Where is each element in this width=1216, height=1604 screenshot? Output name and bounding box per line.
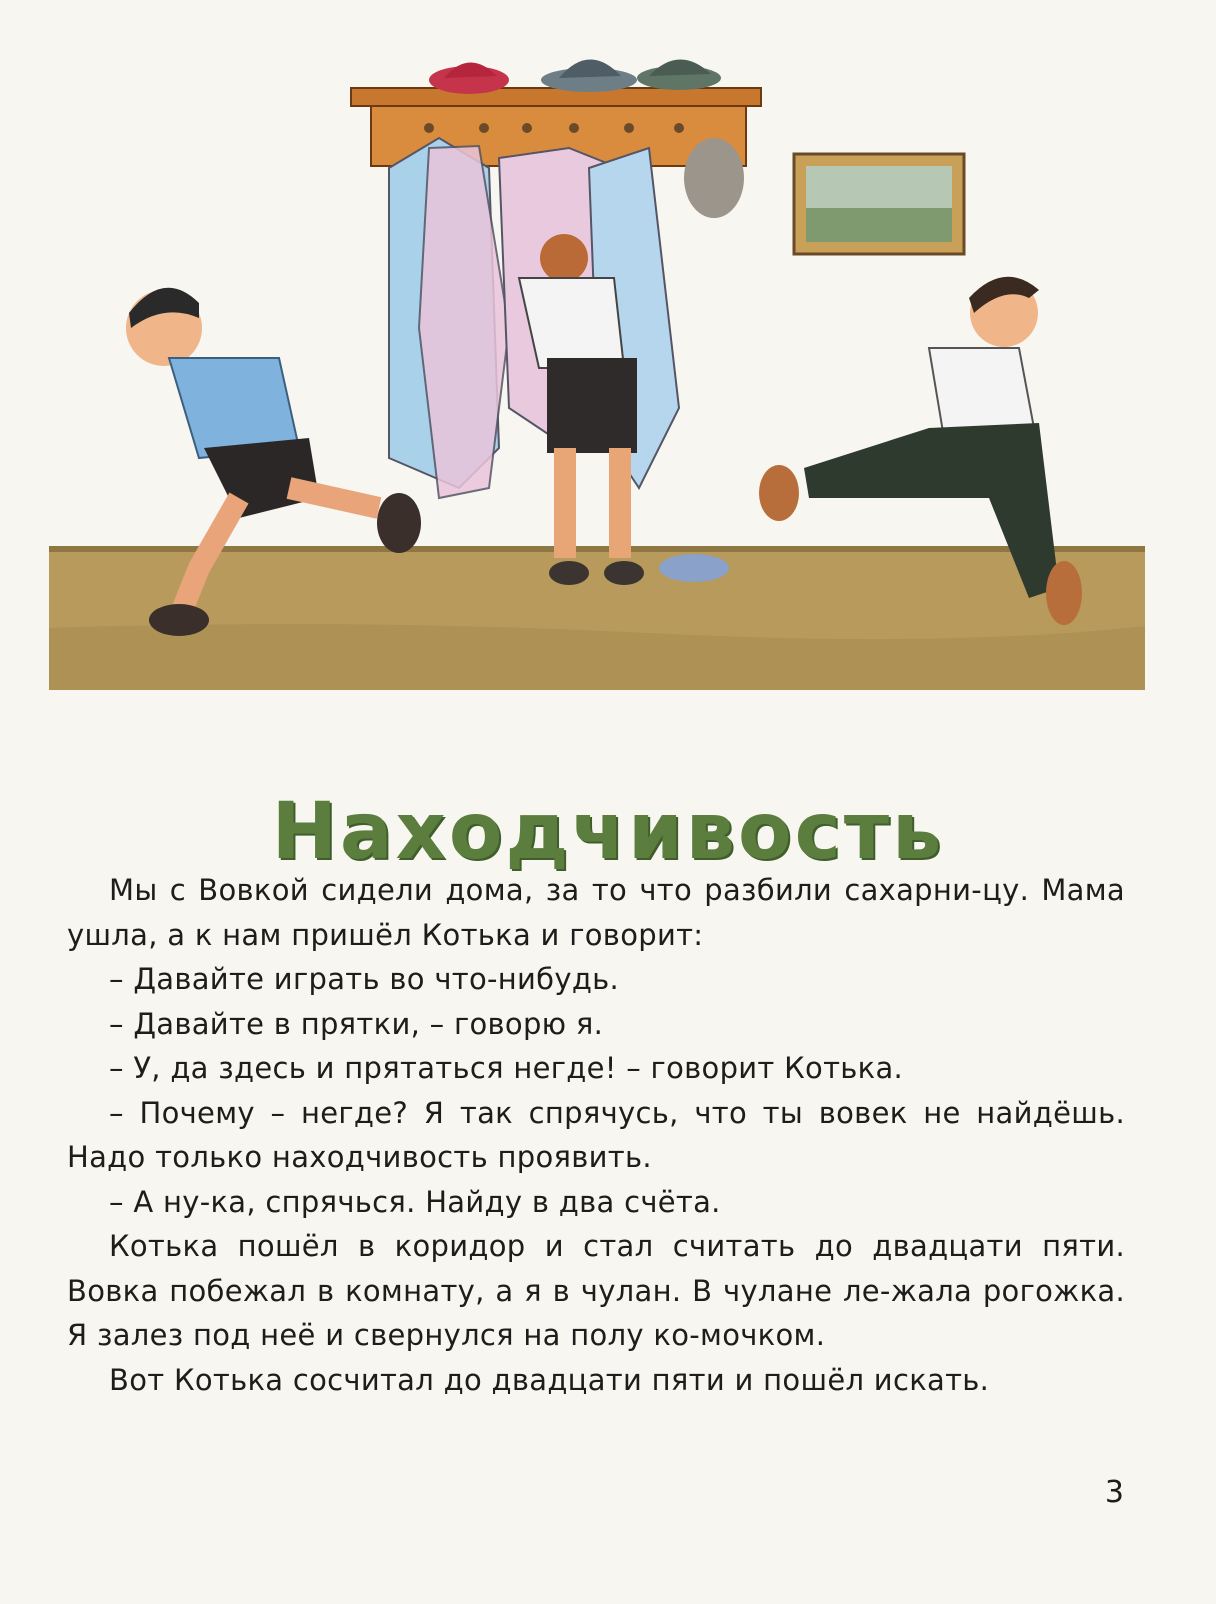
story-illustration [49, 28, 1145, 690]
page-number: 3 [1104, 1475, 1124, 1510]
paragraph: – А ну-ка, спрячься. Найду в два счёта. [109, 1184, 721, 1219]
paragraph: – Давайте в прятки, – говорю я. [109, 1006, 604, 1041]
shoes [659, 554, 729, 582]
wall-picture [794, 154, 964, 254]
paragraph: Вот Котька сосчитал до двадцати пяти и пошёл искать. [109, 1362, 990, 1397]
story-title: Находчивость [271, 787, 945, 878]
hats [429, 59, 721, 94]
paragraph: – У, да здесь и прятаться негде! – говорит Котька. [109, 1051, 904, 1085]
paragraph: – Почему – негде? Я так спрячусь, что ты вовек не найдёшь. Надо только находчивость проявить. [67, 1095, 1125, 1174]
paragraph: Котька пошёл в коридор и стал считать до двадцати пяти. Вовка побежал в комнату, а я в чулан. В чулане ле-жала рогожка. Я залез под неё и свернулся на полу ко-мочком. [67, 1229, 1125, 1352]
story-text [67, 868, 1125, 1402]
paragraph: – Давайте играть во что-нибудь. [109, 962, 620, 996]
paragraph: Мы с Вовкой сидели дома, за то что разбили сахарни-цу. Мама ушла, а к нам пришёл Котька и говорит: [67, 873, 1125, 952]
